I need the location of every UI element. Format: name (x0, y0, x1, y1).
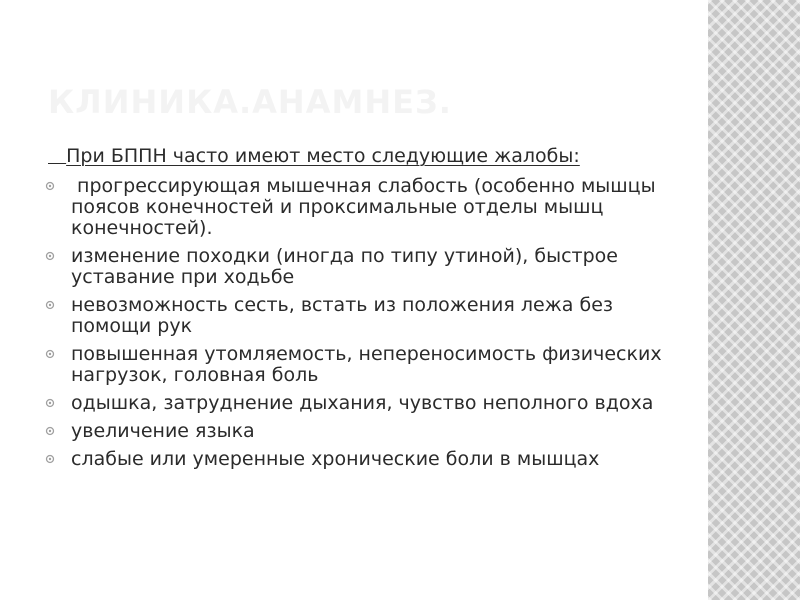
ring-bullet-icon (45, 181, 55, 191)
list-item (45, 344, 695, 386)
intro-line (48, 145, 580, 168)
list-item-text: увеличение языка (71, 420, 255, 442)
list-item-text: невозможность сесть, встать из положения лежа без помощи рук (71, 294, 613, 337)
ring-bullet-icon (45, 426, 55, 436)
list-item-text: одышка, затруднение дыхания, чувство неполного вдоха (71, 392, 654, 414)
list-item-text: повышенная утомляемость, непереносимость физических нагрузок, головная боль (71, 343, 662, 386)
list-item (45, 246, 695, 288)
list-item (45, 449, 695, 470)
ring-bullet-icon (45, 398, 55, 408)
list-item (45, 176, 695, 239)
decorative-sidebar (708, 0, 800, 600)
list-item-text: слабые или умеренные хронические боли в мышцах (71, 448, 600, 470)
ring-bullet-icon (45, 300, 55, 310)
slide-title: КЛИНИКА.АНАМНЕЗ. (48, 83, 452, 121)
list-item (45, 393, 695, 414)
list-item (45, 295, 695, 337)
intro-spaces (48, 145, 66, 167)
ring-bullet-icon (45, 454, 55, 464)
ring-bullet-icon (45, 251, 55, 261)
list-item (45, 421, 695, 442)
complaints-list (45, 176, 695, 477)
list-item-text: изменение походки (иногда по типу утиной), быстрое уставание при ходьбе (71, 245, 618, 288)
ring-bullet-icon (45, 349, 55, 359)
list-item-text: прогрессирующая мышечная слабость (особенно мышцы поясов конечностей и проксимальные отделы мышц конечностей). (71, 175, 662, 239)
intro-text: При БППН часто имеют место следующие жалобы: (66, 145, 580, 167)
